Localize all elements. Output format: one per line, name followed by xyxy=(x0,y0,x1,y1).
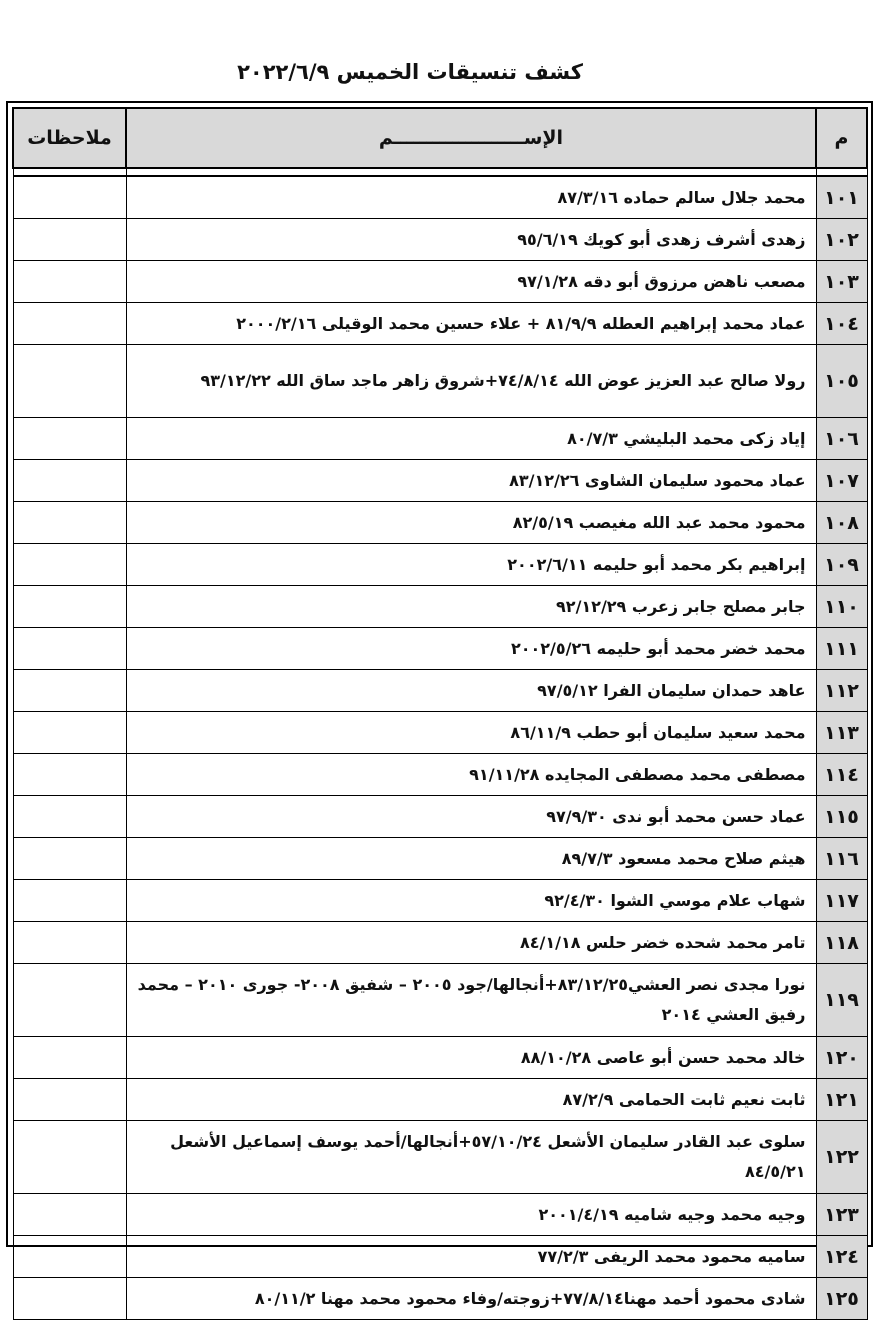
row-name: سلوى عبد القادر سليمان الأشعل ٥٧/١٠/٢٤+أنجالها/أحمد يوسف إسماعيل الأشعل ٨٤/٥/٢١ xyxy=(126,1121,816,1194)
row-notes xyxy=(13,345,126,418)
row-name: زهدى أشرف زهدى أبو كويك ٩٥/٦/١٩ xyxy=(126,219,816,261)
table-row xyxy=(13,219,867,261)
row-notes xyxy=(13,460,126,502)
table-row xyxy=(13,880,867,922)
row-number: ١٢٤ xyxy=(816,1236,867,1278)
row-name: محمود محمد عبد الله مغيصب ٨٢/٥/١٩ xyxy=(126,502,816,544)
table-row xyxy=(13,628,867,670)
table-row xyxy=(13,754,867,796)
header-name: الإســــــــــــــــــــم xyxy=(126,108,816,168)
row-number: ١٢٠ xyxy=(816,1037,867,1079)
row-number: ١٠١ xyxy=(816,176,867,219)
row-notes xyxy=(13,838,126,880)
header-separator xyxy=(13,168,867,176)
row-name: وجيه محمد وجيه شاميه ٢٠٠١/٤/١٩ xyxy=(126,1194,816,1236)
row-number: ١٢٣ xyxy=(816,1194,867,1236)
row-number: ١٠٣ xyxy=(816,261,867,303)
row-notes xyxy=(13,754,126,796)
row-number: ١١٤ xyxy=(816,754,867,796)
row-notes xyxy=(13,670,126,712)
row-notes xyxy=(13,796,126,838)
table-row xyxy=(13,303,867,345)
table-row xyxy=(13,922,867,964)
row-notes xyxy=(13,176,126,219)
row-number: ١١٢ xyxy=(816,670,867,712)
row-notes xyxy=(13,219,126,261)
row-number: ١٠٨ xyxy=(816,502,867,544)
table-row xyxy=(13,670,867,712)
row-name: محمد جلال سالم حماده ٨٧/٣/١٦ xyxy=(126,176,816,219)
row-name: شادى محمود أحمد مهنا٧٧/٨/١٤+زوجته/وفاء محمود محمد مهنا ٨٠/١١/٢ xyxy=(126,1278,816,1320)
table-header-row xyxy=(13,108,867,168)
row-notes xyxy=(13,628,126,670)
row-notes xyxy=(13,922,126,964)
row-number: ١١٠ xyxy=(816,586,867,628)
header-number: م xyxy=(816,108,867,168)
row-number: ١١٦ xyxy=(816,838,867,880)
coordination-table xyxy=(12,107,868,1320)
table-row xyxy=(13,1236,867,1278)
table-row xyxy=(13,502,867,544)
row-notes xyxy=(13,1037,126,1079)
table-row xyxy=(13,712,867,754)
row-number: ١٠٢ xyxy=(816,219,867,261)
row-notes xyxy=(13,502,126,544)
row-number: ١١٩ xyxy=(816,964,867,1037)
row-number: ١٠٤ xyxy=(816,303,867,345)
row-notes xyxy=(13,880,126,922)
row-notes xyxy=(13,303,126,345)
table-row xyxy=(13,1079,867,1121)
row-notes xyxy=(13,712,126,754)
row-number: ١١٣ xyxy=(816,712,867,754)
table-row xyxy=(13,796,867,838)
row-notes xyxy=(13,1278,126,1320)
table-row xyxy=(13,176,867,219)
table-row xyxy=(13,1037,867,1079)
row-name: شهاب علام موسي الشوا ٩٢/٤/٣٠ xyxy=(126,880,816,922)
row-name: رولا صالح عبد العزيز عوض الله ٧٤/٨/١٤+شروق زاهر ماجد ساق الله ٩٣/١٢/٢٢ xyxy=(126,345,816,418)
row-name: مصطفى محمد مصطفى المجايده ٩١/١١/٢٨ xyxy=(126,754,816,796)
row-number: ١١١ xyxy=(816,628,867,670)
table-row xyxy=(13,964,867,1037)
row-notes xyxy=(13,586,126,628)
row-name: عماد حسن محمد أبو ندى ٩٧/٩/٣٠ xyxy=(126,796,816,838)
row-notes xyxy=(13,1194,126,1236)
row-number: ١٢٢ xyxy=(816,1121,867,1194)
row-name: محمد سعيد سليمان أبو حطب ٨٦/١١/٩ xyxy=(126,712,816,754)
table-row xyxy=(13,1121,867,1194)
header-notes: ملاحظات xyxy=(13,108,126,168)
row-number: ١١٧ xyxy=(816,880,867,922)
row-name: ساميه محمود محمد الريفى ٧٧/٢/٣ xyxy=(126,1236,816,1278)
table-row xyxy=(13,544,867,586)
row-notes xyxy=(13,261,126,303)
row-name: مصعب ناهض مرزوق أبو دقه ٩٧/١/٢٨ xyxy=(126,261,816,303)
row-notes xyxy=(13,418,126,460)
row-notes xyxy=(13,1121,126,1194)
row-number: ١٠٦ xyxy=(816,418,867,460)
table-row xyxy=(13,838,867,880)
row-name: إياد زكى محمد البليشي ٨٠/٧/٣ xyxy=(126,418,816,460)
table-row xyxy=(13,1278,867,1320)
row-number: ١٠٩ xyxy=(816,544,867,586)
row-name: نورا مجدى نصر العشي٨٣/١٢/٢٥+أنجالها/جود ٢٠٠٥ – شفيق ٢٠٠٨- جورى ٢٠١٠ – محمد رفيق العشي ٢٠١٤ xyxy=(126,964,816,1037)
row-number: ١٠٧ xyxy=(816,460,867,502)
row-notes xyxy=(13,544,126,586)
table-row xyxy=(13,345,867,418)
table-row xyxy=(13,418,867,460)
table-row xyxy=(13,586,867,628)
row-name: عاهد حمدان سليمان الفرا ٩٧/٥/١٢ xyxy=(126,670,816,712)
row-name: إبراهيم بكر محمد أبو حليمه ٢٠٠٢/٦/١١ xyxy=(126,544,816,586)
row-name: خالد محمد حسن أبو عاصى ٨٨/١٠/٢٨ xyxy=(126,1037,816,1079)
table-row xyxy=(13,460,867,502)
row-name: عماد محمود سليمان الشاوى ٨٣/١٢/٢٦ xyxy=(126,460,816,502)
row-name: تامر محمد شحده خضر حلس ٨٤/١/١٨ xyxy=(126,922,816,964)
table-row xyxy=(13,261,867,303)
row-notes xyxy=(13,964,126,1037)
row-number: ١١٨ xyxy=(816,922,867,964)
row-name: هيثم صلاح محمد مسعود ٨٩/٧/٣ xyxy=(126,838,816,880)
row-name: عماد محمد إبراهيم العطله ٨١/٩/٩ + علاء حسين محمد الوقيلى ٢٠٠٠/٢/١٦ xyxy=(126,303,816,345)
table-row xyxy=(13,1194,867,1236)
row-notes xyxy=(13,1236,126,1278)
row-name: ثابت نعيم ثابت الحمامى ٨٧/٢/٩ xyxy=(126,1079,816,1121)
row-number: ١٠٥ xyxy=(816,345,867,418)
row-name: محمد خضر محمد أبو حليمه ٢٠٠٢/٥/٢٦ xyxy=(126,628,816,670)
row-number: ١٢٥ xyxy=(816,1278,867,1320)
row-notes xyxy=(13,1079,126,1121)
page-title: كشف تنسيقات الخميس ٢٠٢٢/٦/٩ xyxy=(237,60,583,84)
row-name: جابر مصلح جابر زعرب ٩٢/١٢/٢٩ xyxy=(126,586,816,628)
row-number: ١١٥ xyxy=(816,796,867,838)
row-number: ١٢١ xyxy=(816,1079,867,1121)
